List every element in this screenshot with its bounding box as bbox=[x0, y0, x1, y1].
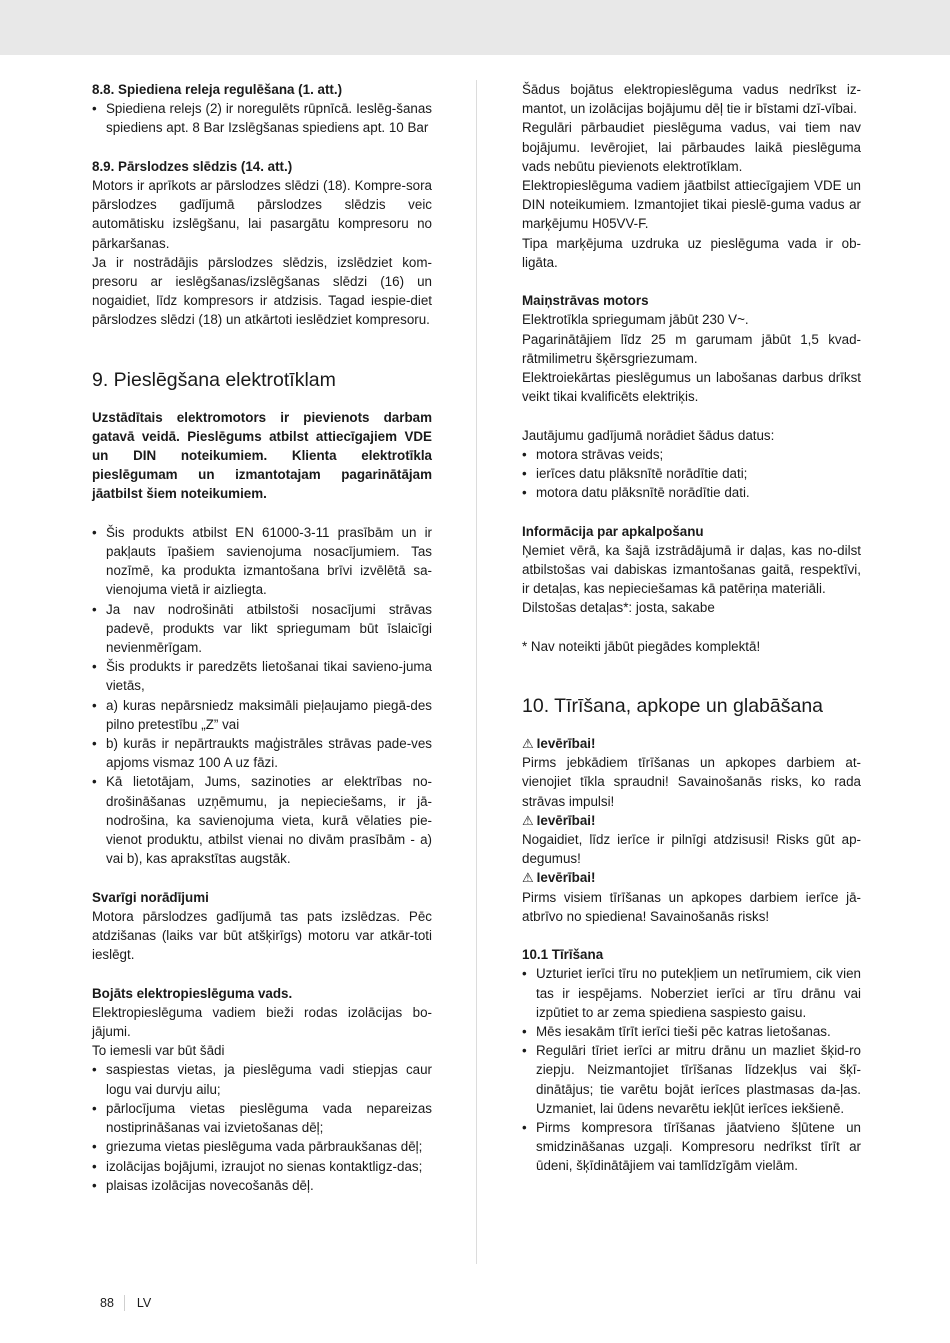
service-info-note: * Nav noteikti jābūt piegādes komplektā! bbox=[522, 638, 761, 654]
list-item: • Kā lietotājam, Jums, sazinoties ar elektrības no-drošināšanas uzņēmumu, ja nepieciešams, ir jā-nodrošina, ka savienojuma vieta, kurā vēlaties pie-vienot produktu, atbilst vienai no divām prasībām - a) vai b), kas aprakstītas augstāk. bbox=[92, 772, 432, 868]
cable-paragraph-1: Šādus bojātus elektropieslēguma vadus nedrīkst iz-mantot, un izolācijas bojājumu dēļ tie ir bīstami dzī-vībai. bbox=[522, 82, 861, 117]
language-code: LV bbox=[136, 1296, 152, 1310]
page-top-band bbox=[0, 0, 950, 55]
list-item: • saspiestas vietas, ja pieslēguma vadi stiepjas caur logu vai durvju ailu; bbox=[92, 1060, 432, 1098]
damaged-cable-title: Bojāts elektropieslēguma vads. bbox=[92, 985, 293, 1001]
warning-icon: ⚠ bbox=[522, 870, 534, 886]
important-notes-title: Svarīgi norādījumi bbox=[92, 889, 209, 905]
list-item: • Pirms kompresora tīrīšanas jāatvieno šļūtene un smidzināšanas uzgaļi. Kompresoru nedrīkst tīrīt ar ūdeni, šķīdinātājiem vai tamlīdzīgām vielām. bbox=[522, 1118, 861, 1176]
reasons-list bbox=[92, 1060, 432, 1194]
list-item: • pārlocījuma vietas pieslēguma vada nepareizas nostiprināšanas vai izvietošanas dēļ; bbox=[92, 1099, 432, 1137]
list-item: • Šis produkts atbilst EN 61000-3-11 prasībām un ir pakļauts īpašiem savienojuma nosacījumiem. Tas nozīmē, ka produkta izmantošana brīvi izvēlētā sa-vienojuma vietā ir aizliegta. bbox=[92, 523, 432, 600]
list-item: • Spiediena relejs (2) ir noregulēts rūpnīcā. Ieslēg-šanas spiediens apt. 8 Bar Izslēgšanas spiediens apt. 10 Bar bbox=[92, 99, 432, 137]
section-9-heading: 9. Pieslēgšana elektrotīklam bbox=[92, 368, 336, 391]
list-item: • izolācijas bojājumi, izraujot no sienas kontaktligz-das; bbox=[92, 1157, 432, 1176]
list-item: • ierīces datu plāksnītē norādītie dati; bbox=[522, 464, 861, 483]
section-8-8-title: 8.8. Spiediena releja regulēšana (1. att.) bbox=[92, 82, 343, 97]
warning-1-label: ⚠ Ievērībai! bbox=[522, 736, 596, 752]
page-footer bbox=[100, 1295, 151, 1311]
section-8-9-paragraph-1: Motors ir aprīkots ar pārslodzes slēdzi (18). Kompre-sora pārslodzes gadījumā pārslodzes slēdzis veic automātisku izslēgšanu, lai pasargātu kompresoru no pārkaršanas. bbox=[92, 178, 432, 251]
right-column bbox=[522, 80, 861, 1176]
questions-list bbox=[522, 445, 861, 503]
service-info-title: Informācija par apkalpošanu bbox=[522, 523, 704, 539]
warning-2-text: Nogaidiet, līdz ierīce ir pilnīgi atdzisusi! Risks gūt ap-degumus! bbox=[522, 832, 861, 867]
ac-motor-paragraph-2: Pagarinātājiem līdz 25 m garumam jābūt 1,5 kvad-rātmilimetru šķērsgriezumam. bbox=[522, 331, 861, 366]
ac-motor-paragraph-1: Elektrotīkla spriegumam jābūt 230 V~. bbox=[522, 312, 749, 328]
important-notes-text: Motora pārslodzes gadījumā tas pats izslēdzas. Pēc atdzišanas (laiks var būt atšķirīgs) motoru var atkār-toti ieslēgt. bbox=[92, 908, 432, 963]
warning-2-label: ⚠ Ievērībai! bbox=[522, 812, 596, 828]
service-info-paragraph-1: Ņemiet vērā, ka šajā izstrādājumā ir daļas, kas no-dilst atbilstošas vai dabiskas izmantošanas gaitā, respektīvi, ir detaļas, kas nepieciešamas kā patēriņa materiāli. bbox=[522, 542, 861, 597]
questions-intro: Jautājumu gadījumā norādiet šādus datus: bbox=[522, 427, 775, 443]
warning-1-text: Pirms jebkādiem tīrīšanas un apkopes darbiem at-vienojiet tīkla spraudni! Savainošanās risks, ko rada strāvas impulsi! bbox=[522, 755, 861, 809]
list-item: • Mēs iesakām tīrīt ierīci tieši pēc katras lietošanas. bbox=[522, 1022, 861, 1041]
cable-paragraph-4: Tipa marķējuma uzdruka uz pieslēguma vada ir ob-ligāta. bbox=[522, 235, 861, 270]
reasons-intro: To iemesli var būt šādi bbox=[92, 1043, 225, 1059]
section-8-9-title: 8.9. Pārslodzes slēdzis (14. att.) bbox=[92, 158, 293, 174]
list-item: • a) kuras nepārsniedz maksimāli pieļaujamo piegā-des pilno pretestību „Z” vai bbox=[92, 696, 432, 734]
section-9-intro: Uzstādītais elektromotors ir pievienots darbam gatavā veidā. Pieslēgums atbilst attiecīgajiem VDE un DIN noteikumiem. Klienta elektrotīkla pieslēgumam un izmantotajam pagarinātājam jāatbilst šiem noteikumiem. bbox=[92, 409, 432, 502]
section-9-list bbox=[92, 523, 432, 869]
column-divider bbox=[476, 80, 477, 1264]
list-item: • Regulāri tīriet ierīci ar mitru drānu un mazliet šķid-ro ziepju. Neizmantojiet tīrīšanas līdzekļus vai šķī-dinātājus; tie varētu bojāt ierīces plastmasas da-ļas. Uzmaniet, lai ūdens nevarētu iekļūt ierīces iekšienē. bbox=[522, 1041, 861, 1118]
section-8-9-paragraph-2: Ja ir nostrādājis pārslodzes slēdzis, izslēdziet kom-presoru ar ieslēgšanas/izslēgšanas slēdzi (16) un nogaidiet, līdz kompresors ir atdzisis. Tagad iespie-diet pārslodzes slēdzi (18) un atkārtoti ieslēdziet kompresoru. bbox=[92, 254, 432, 328]
section-8-8-list bbox=[92, 99, 432, 137]
section-10-heading: 10. Tīrīšana, apkope un glabāšana bbox=[522, 695, 824, 718]
list-item: • Uzturiet ierīci tīru no putekļiem un netīrumiem, cik vien tas ir iespējams. Noberziet ierīci ar tīru drānu vai izpūtiet to ar zema spiediena saspiesto gaisu. bbox=[522, 964, 861, 1022]
list-item: • Šis produkts ir paredzēts lietošanai tikai savieno-juma vietās, bbox=[92, 657, 432, 695]
left-column bbox=[92, 80, 432, 1195]
list-item: • Ja nav nodrošināti atbilstoši nosacījumi strāvas padevē, produkts var likt spriegumam būt īslaicīgi nevienmērīgam. bbox=[92, 600, 432, 658]
warning-icon: ⚠ bbox=[522, 736, 534, 752]
warning-3-text: Pirms visiem tīrīšanas un apkopes darbiem ierīce jā-atbrīvo no spiediena! Savainošanās risks! bbox=[522, 889, 861, 924]
ac-motor-paragraph-3: Elektroiekārtas pieslēgumus un labošanas darbus drīkst veikt tikai kvalificēts elektriķis. bbox=[522, 370, 861, 405]
list-item: • motora strāvas veids; bbox=[522, 445, 861, 464]
list-item: • griezuma vietas pieslēguma vada pārbraukšanas dēļ; bbox=[92, 1137, 432, 1156]
cable-paragraph-3: Elektropieslēguma vadiem jāatbilst attiecīgajiem VDE un DIN noteikumiem. Izmantojiet tikai pieslē-guma vadus ar marķējumu H05VV-F. bbox=[522, 178, 861, 232]
section-10-1-title: 10.1 Tīrīšana bbox=[522, 947, 604, 963]
ac-motor-title: Maiņstrāvas motors bbox=[522, 293, 649, 309]
list-item: • motora datu plāksnītē norādītie dati. bbox=[522, 483, 861, 502]
damaged-cable-text: Elektropieslēguma vadiem bieži rodas izolācijas bo-jājumi. bbox=[92, 1004, 432, 1040]
list-item: • b) kurās ir nepārtraukts maģistrāles strāvas pade-ves apjoms vismaz 100 A uz fāzi. bbox=[92, 734, 432, 772]
cleaning-list bbox=[522, 964, 861, 1175]
cable-paragraph-2: Regulāri pārbaudiet pieslēguma vadus, vai tiem nav bojājumu. Ievērojiet, lai pārbaudes laikā pieslēguma vads nebūtu pievienots elektrotīklam. bbox=[522, 120, 861, 174]
warning-icon: ⚠ bbox=[522, 812, 534, 828]
service-info-paragraph-2: Dilstošas detaļas*: josta, sakabe bbox=[522, 600, 715, 616]
page-number: 88 bbox=[100, 1295, 125, 1311]
list-item: • plaisas izolācijas novecošanās dēļ. bbox=[92, 1176, 432, 1195]
warning-3-label: ⚠ Ievērībai! bbox=[522, 870, 596, 886]
